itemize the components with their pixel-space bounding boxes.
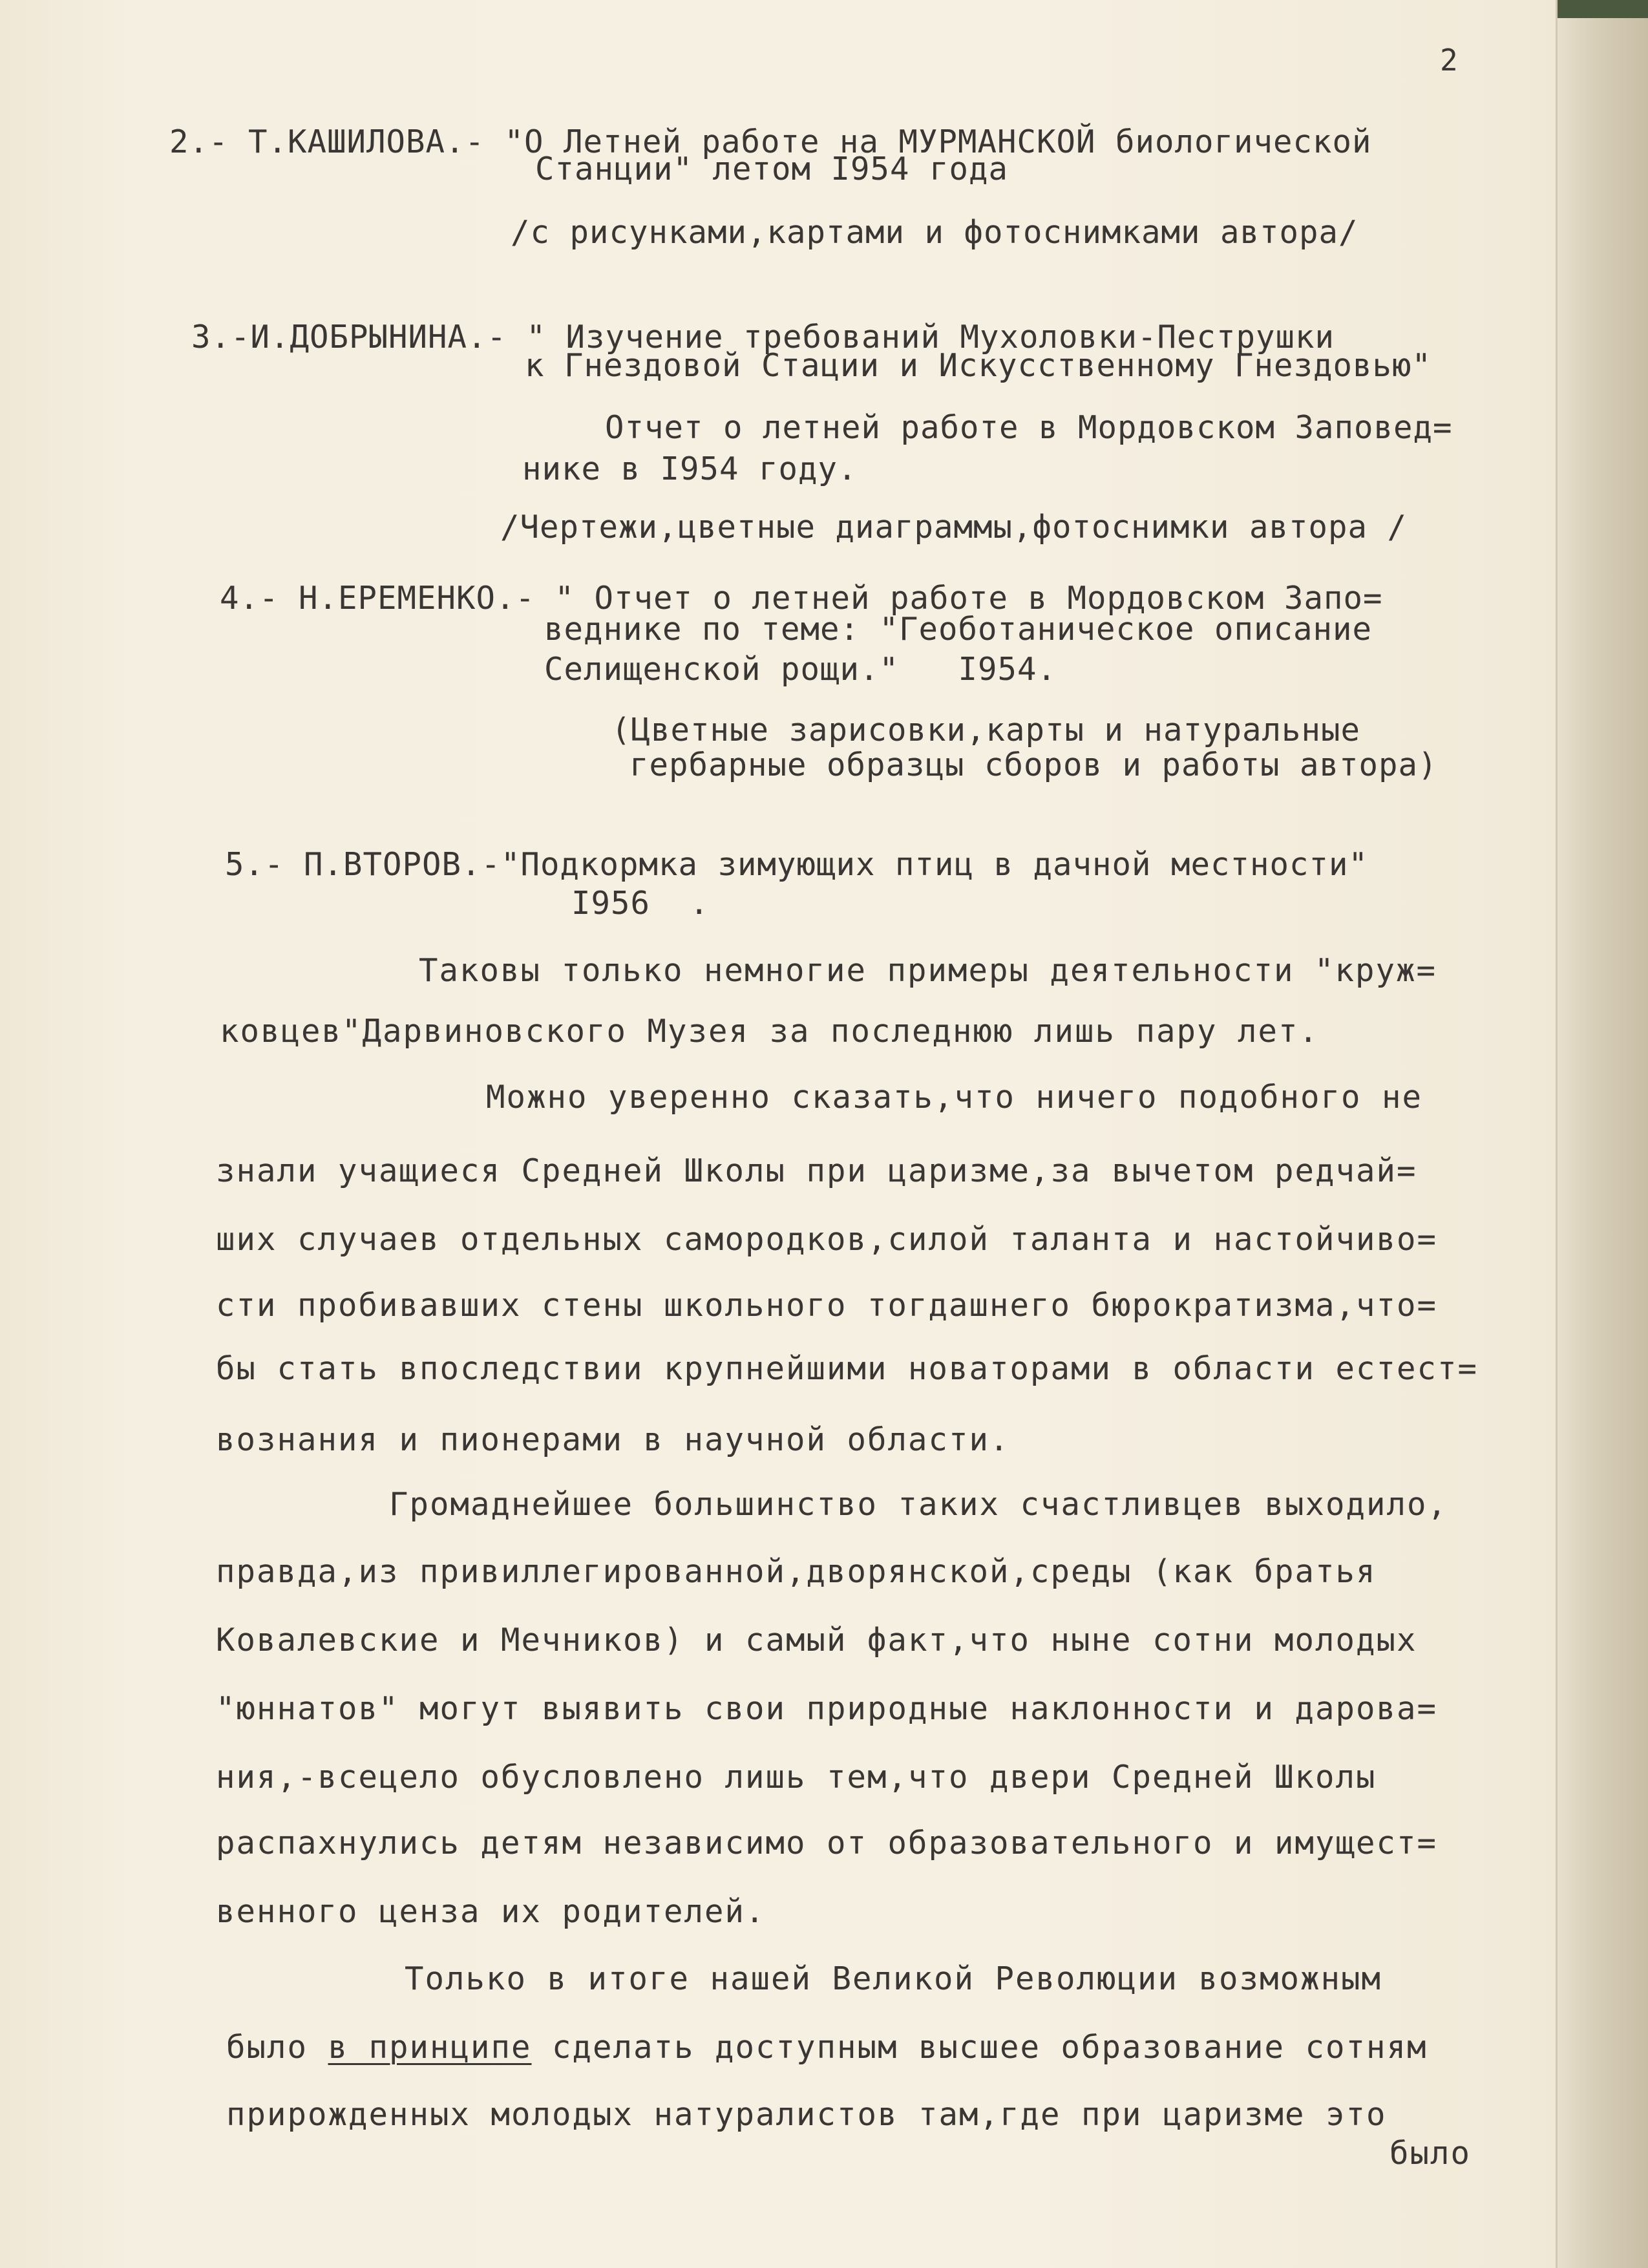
body-paragraph-4-line-1: Только в итоге нашей Великой Революции возможным [405,1960,1382,1997]
entry-3-line-2: к Гнездовой Стации и Искусственному Гнездовью" [525,347,1432,384]
body-paragraph-1-line-1: Таковы только немногие примеры деятельности "круж= [419,952,1437,989]
entry-3-line-4: нике в I954 году. [522,450,858,487]
background-strip [1558,0,1648,18]
entry-3-line-1: 3.-И.ДОБРЫНИНА.- " Изучение требований Мухоловки-Пеструшки [191,319,1335,355]
entry-4-line-2: веднике по теме: "Геоботаническое описание [544,611,1373,648]
entry-4-note-2: гербарные образцы сборов и работы автора) [629,747,1438,783]
page-number: 2 [1440,43,1459,78]
entry-5-line-2: I956 . [571,885,710,922]
body-paragraph-3-line-5: ния,-всецело обусловлено лишь тем,что двери Средней Школы [216,1759,1377,1796]
body-paragraph-2-line-4: сти пробивавших стены школьного тогдашнего бюрократизма,что= [216,1287,1438,1324]
entry-2-line-2: Станции" летом I954 года [535,151,1009,187]
body-paragraph-2-line-1: Можно уверенно сказать,что ничего подобного не [486,1079,1423,1116]
body-paragraph-2-line-6: вознания и пионерами в научной области. [216,1421,1010,1458]
entry-4-note-1: (Цветные зарисовки,карты и натуральные [611,712,1361,748]
entry-2-line-1: 2.- Т.КАШИЛОВА.- "О Летней работе на МУРМАНСКОЙ биологической [169,123,1372,160]
body-paragraph-2-line-3: ших случаев отдельных самородков,силой таланта и настойчиво= [216,1221,1438,1258]
entry-4-line-3: Селищенской рощи." I954. [544,651,1057,688]
body-paragraph-2-line-2: знали учащиеся Средней Школы при царизме,за вычетом редчай= [216,1152,1417,1189]
page-continuation-word: было [1389,2135,1472,2172]
body-paragraph-3-line-3: Ковалевские и Мечников) и самый факт,что ныне сотни молодых [216,1622,1417,1659]
body-paragraph-2-line-5: бы стать впоследствии крупнейшими новаторами в области естест= [216,1350,1479,1387]
underlined-phrase: в принципе [328,2029,532,2066]
entry-3-note: /Чертежи,цветные диаграммы,фотоснимки автора / [500,509,1408,546]
body-paragraph-4-line-2 [226,2030,1428,2065]
text-segment: было [226,2029,328,2066]
body-paragraph-3-line-2: правда,из привиллегированной,дворянской,среды (как братья [216,1553,1377,1590]
entry-4-line-1: 4.- Н.ЕРЕМЕНКО.- " Отчет о летней работе в Мордовском Запо= [220,580,1383,617]
body-paragraph-1-line-2: ковцев"Дарвиновского Музея за последнюю лишь пару лет. [220,1013,1320,1050]
entry-3-line-3: Отчет о летней работе в Мордовском Заповед= [605,409,1453,446]
text-segment: сделать доступным высшее образование сотням [531,2029,1428,2066]
page-edge-shadow [1556,0,1648,2268]
body-paragraph-3-line-4: "юннатов" могут выявить свои природные наклонности и дарова= [216,1690,1438,1727]
body-paragraph-3-line-1: Громаднейшее большинство таких счастливцев выходило, [389,1486,1448,1523]
body-paragraph-4-line-3: прирожденных молодых натуралистов там,где при царизме это [226,2096,1387,2133]
entry-5-line-1: 5.- П.ВТОРОВ.-"Подкормка зимующих птиц в дачной местности" [225,846,1369,883]
entry-2-note: /с рисунками,картами и фотоснимками автора/ [511,214,1358,251]
body-paragraph-3-line-7: венного ценза их родителей. [216,1893,766,1930]
body-paragraph-3-line-6: распахнулись детям независимо от образовательного и имущест= [216,1825,1438,1861]
